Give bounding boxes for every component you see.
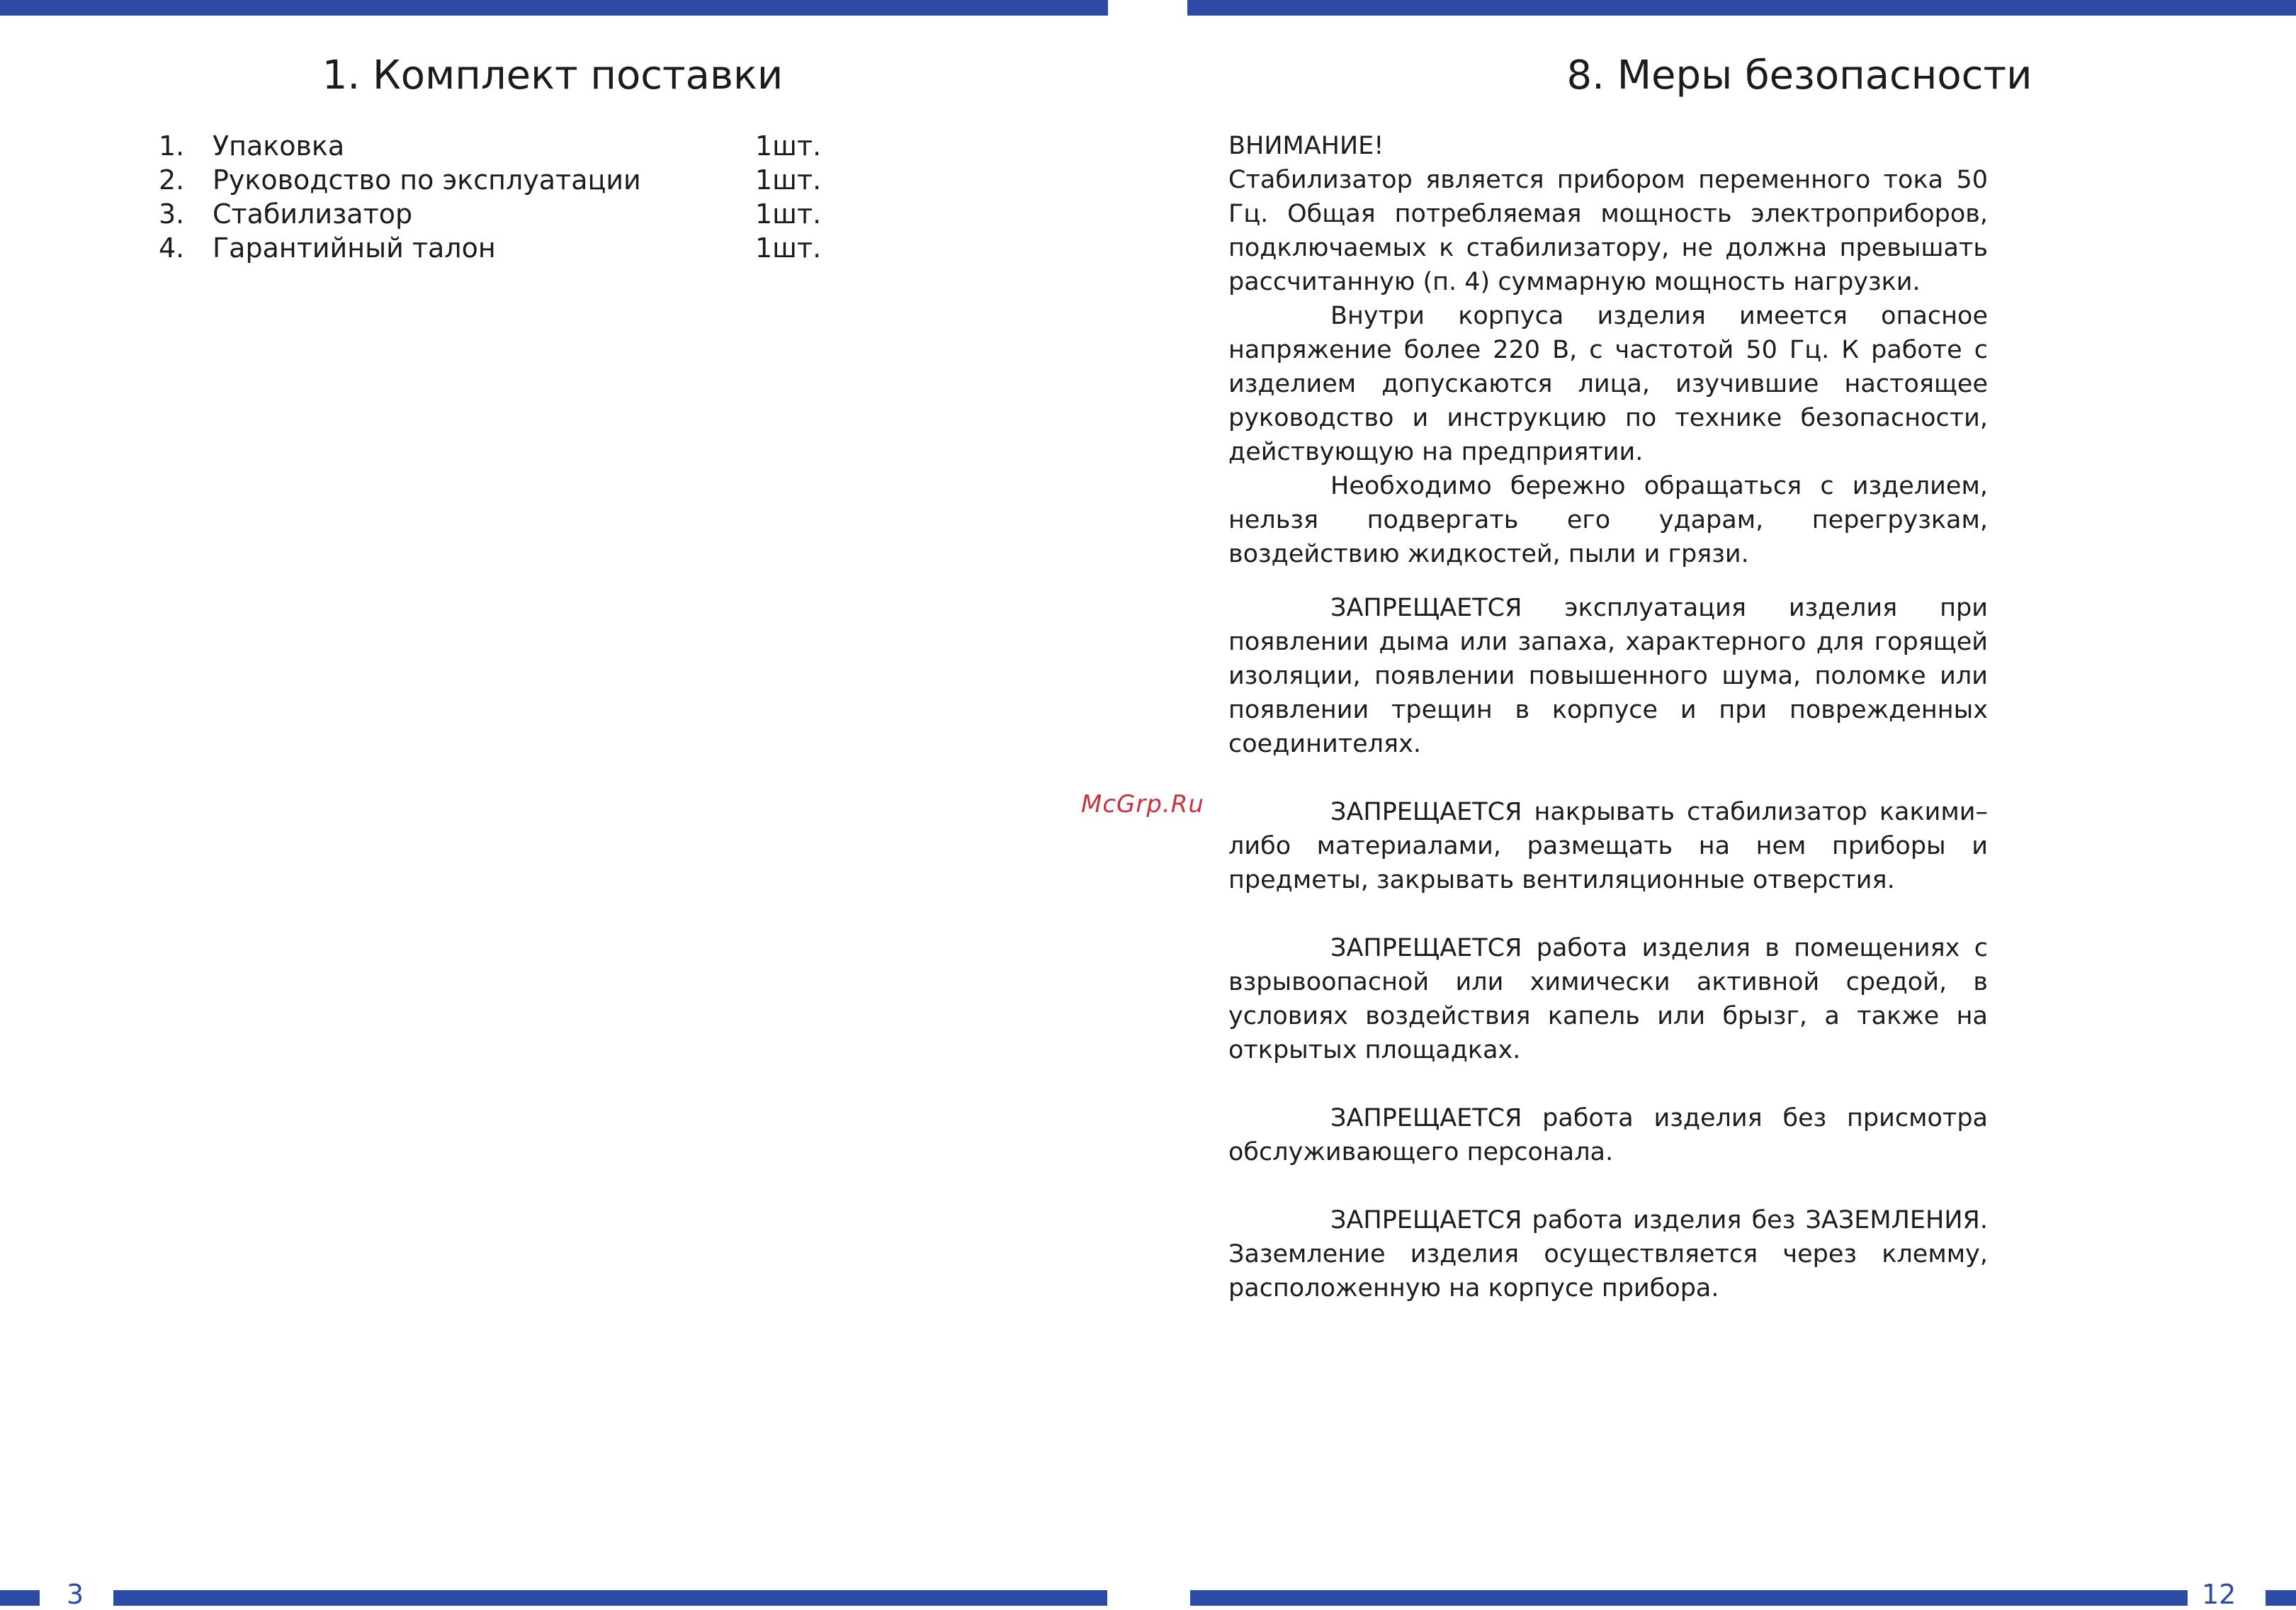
page-title-contents: 1. Комплект поставки [322, 52, 784, 98]
list-item [156, 163, 836, 197]
item-number: 3. [159, 198, 185, 230]
item-quantity: 1шт. [755, 130, 822, 162]
paragraph: Необходимо бережно обращаться с изделием, нельзя подвергать его ударам, перегрузкам, воздействию жидкостей, пыли и грязи. [1228, 472, 1988, 568]
paragraph: ЗАПРЕЩАЕТСЯ накрывать стабилизатор какими–либо материалами, размещать на нем приборы и предметы, закрывать вентиляционные отверстия. [1228, 798, 1988, 894]
paragraph: ЗАПРЕЩАЕТСЯ эксплуатация изделия при появлении дыма или запаха, характерного для горящей изоляции, появлении повышенного шума, поломке или появлении трещин в корпусе и при поврежденных соединителях. [1228, 594, 1988, 758]
item-quantity: 1шт. [755, 164, 822, 196]
list-item [156, 129, 836, 163]
paragraph: Внутри корпуса изделия имеется опасное напряжение более 220 В, с частотой 50 Гц. К работе с изделием допускаются лица, изучившие настоящее руководство и инструкцию по технике безопасности, действующую на предприятии. [1228, 302, 1988, 466]
contents-list [156, 129, 836, 265]
warning-heading: ВНИМАНИЕ! [1228, 132, 1384, 160]
paragraph: Стабилизатор является прибором переменного тока 50 Гц. Общая потребляемая мощность электроприборов, подключаемых к стабилизатору, не должна превышать рассчитанную (п. 4) суммарную мощность нагрузки. [1228, 166, 1988, 296]
list-item [156, 197, 836, 231]
safety-text [1228, 129, 1988, 1305]
paragraph: ЗАПРЕЩАЕТСЯ работа изделия в помещениях с взрывоопасной или химически активной средой, в условиях воздействия капель или брызг, а также на открытых площадках. [1228, 934, 1988, 1064]
right-page [1148, 0, 2296, 1608]
list-item [156, 231, 836, 265]
left-page [0, 0, 1148, 1608]
item-name: Упаковка [213, 130, 345, 162]
item-number: 4. [159, 232, 185, 264]
item-number: 2. [159, 164, 185, 196]
item-name: Стабилизатор [213, 198, 413, 230]
page-title-safety: 8. Меры безопасности [1566, 52, 2032, 98]
item-quantity: 1шт. [755, 198, 822, 230]
paragraph: ЗАПРЕЩАЕТСЯ работа изделия без ЗАЗЕМЛЕНИЯ. Заземление изделия осуществляется через клемму, расположенную на корпусе прибора. [1228, 1206, 1988, 1302]
item-quantity: 1шт. [755, 232, 822, 264]
page-number: 12 [2202, 1579, 2236, 1610]
page-number: 3 [67, 1579, 84, 1610]
item-number: 1. [159, 130, 185, 162]
paragraph: ЗАПРЕЩАЕТСЯ работа изделия без присмотра обслуживающего персонала. [1228, 1104, 1988, 1166]
watermark: McGrp.Ru [1081, 790, 1204, 818]
item-name: Гарантийный талон [213, 232, 496, 264]
item-name: Руководство по эксплуатации [213, 164, 641, 196]
